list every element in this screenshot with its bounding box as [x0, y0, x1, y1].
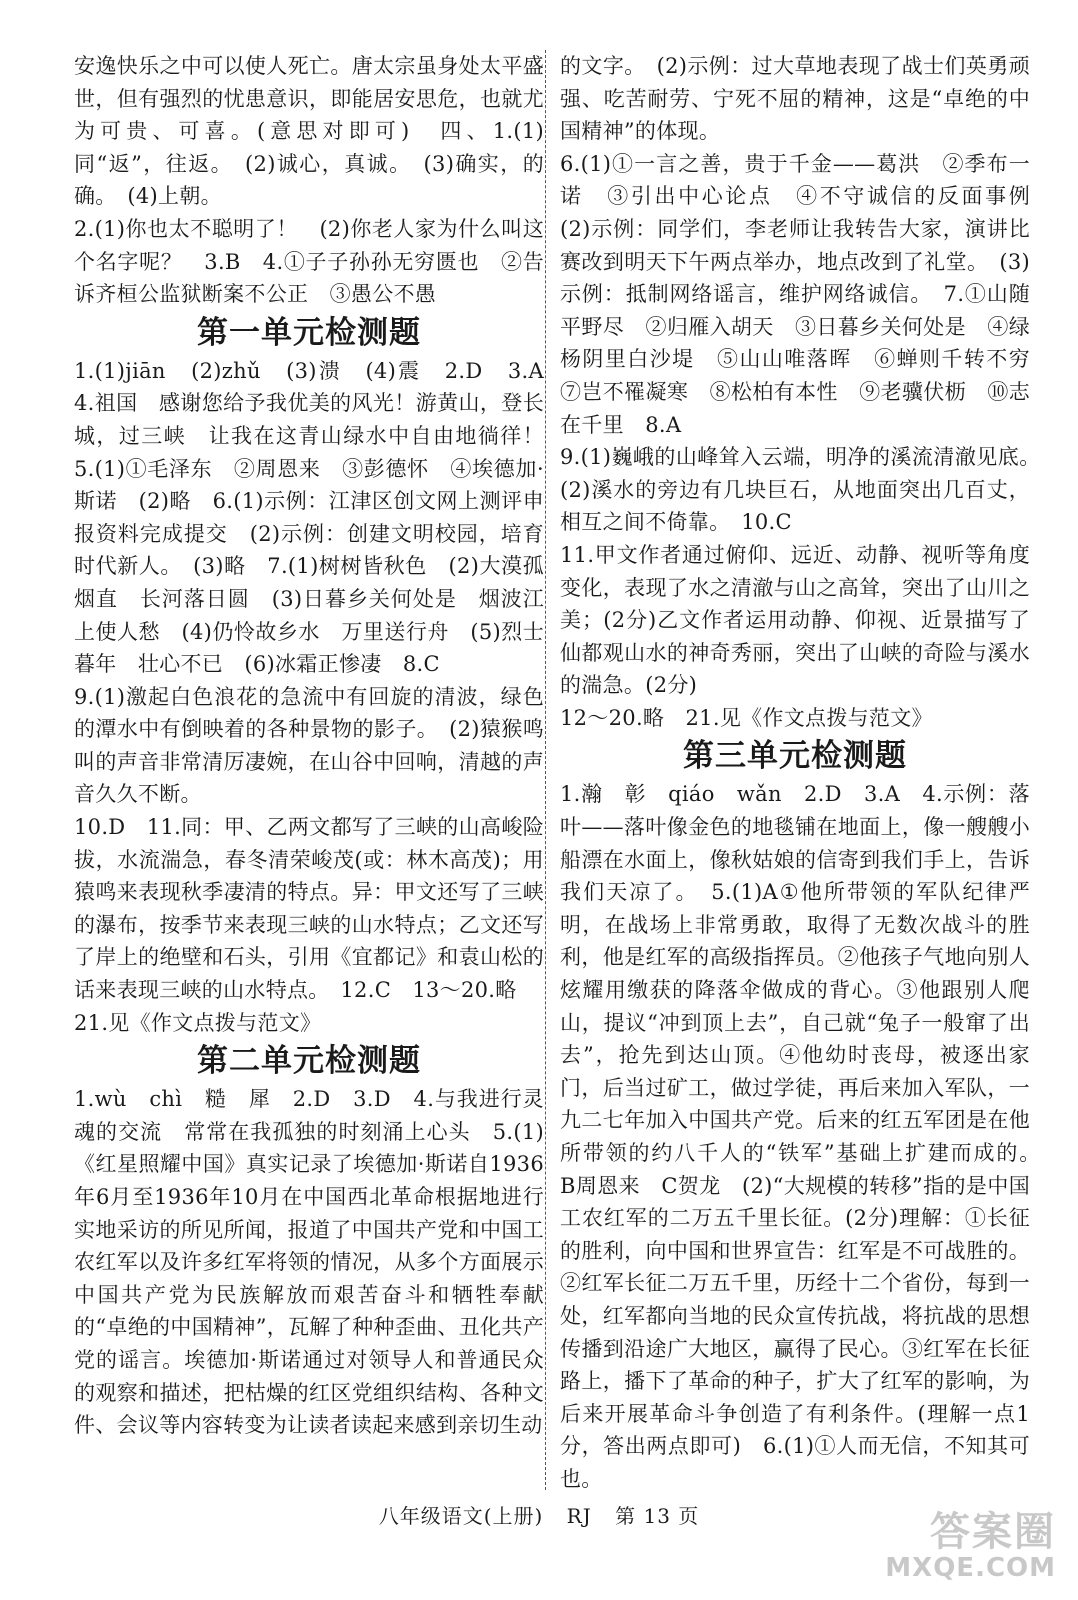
answer-paragraph: 10.D 11.同：甲、乙两文都写了三峡的山高峻险拔，水流湍急，春冬清荣峻茂(或：林木高茂)；用猿鸣来表现秋季凄清的特点。异：甲文还写了三峡的瀑布，按季节来表现三峡的山水特点；乙文还写了岸上的绝壁和石头，引用《宜都记》和袁山松的话来表现三峡的山水特点。 12.C 13～20.略: [74, 815, 544, 1003]
footer-edition: RJ: [566, 1504, 592, 1528]
unit3-title: 第三单元检测题: [683, 738, 907, 775]
watermark-url: MXQE.COM: [885, 1553, 1056, 1583]
left-column: [74, 50, 566, 1470]
answer-paragraph: 6.(1)①一言之善，贵于千金——葛洪 ②季布一诺 ③引出中心论点 ④不守诚信的反面事例 (2)示例：同学们，李老师让我转告大家，演讲比赛改到明天下午两点举办，地点改到了礼堂。 (3)示例：抵制网络谣言，维护网络诚信。 7.①山随平野尽 ②归雁入胡天 ③日暮乡关何处是 ④绿杨阴里白沙堤 ⑤山山唯落晖 ⑥蝉则千转不穷 ⑦岂不罹凝寒 ⑧松柏有本性 ⑨老骥伏枥 ⑩志在千里 8.A: [560, 151, 1052, 437]
watermark-logo: 答案圈: [930, 1509, 1056, 1555]
answer-paragraph: 9.(1)巍峨的山峰耸入云端，明净的溪流清澈见底。 (2)溪水的旁边有几块巨石，从地面突出几百丈，相互之间不倚靠。 10.C: [560, 445, 1052, 535]
answer-paragraph: 21.见《作文点拨与范文》: [74, 1010, 322, 1035]
watermark: [885, 1510, 1056, 1582]
answer-paragraph: 9.(1)激起白色浪花的急流中有回旋的清波，绿色的潭水中有倒映着的各种景物的影子。 (2)猿猴鸣叫的声音非常清厉凄婉，在山谷中回响，清越的声音久久不断。: [74, 684, 544, 807]
answer-paragraph: 安逸快乐之中可以使人死亡。唐太宗虽身处太平盛世，但有强烈的忧患意识，即能居安思危，也就尤为可贵、可喜。(意思对即可) 四、1.(1)同“返”，往返。 (2)诚心，真诚。 (3)确实，的确。 (4)上朝。: [74, 54, 544, 209]
answer-paragraph: 11.甲文作者通过俯仰、远近、动静、视听等角度变化，表现了水之清澈与山之高耸，突出了山川之美；(2分)乙文作者运用动静、仰视、近景描写了仙都观山水的神奇秀丽，突出了山峡的奇险与溪水的湍急。(2分): [560, 542, 1030, 698]
unit2-title: 第二单元检测题: [197, 1043, 421, 1080]
answer-paragraph: 1.瀚 彰 qiáo wǎn 2.D 3.A 4.示例：落叶——落叶像金色的地毯铺在地面上，像一艘艘小船漂在水面上，像秋姑娘的信寄到我们手上，告诉我们天凉了。 5.(1)A①他所带领的军队纪律严明，在战场上非常勇敢，取得了无数次战斗的胜利，他是红军的高级指挥员。②他孩子气地向别人炫耀用缴获的降落伞做成的背心。③他跟别人爬山，提议“冲到顶上去”，自己就“兔子一般窜了出去”，抢先到达山顶。④他幼时丧母，被逐出家门，后当过矿工，做过学徒，再后来加入军队，一九二七年加入中国共产党。后来的红五军团是在他所带领的约八千人的“铁军”基础上扩建而成的。 B周恩来 C贺龙 (2)“大规模的转移”指的是中国工农红军的二万五千里长征。(2分)理解：①长征的胜利，向中国和世界宣告：红军是不可战胜的。②红军长征二万五千里，历经十二个省份，每到一处，红军都向当地的民众宣传抗战，将抗战的思想传播到沿途广大地区，赢得了民心。③红军在长征路上，播下了革命的种子，扩大了红军的影响，为后来开展革命斗争创造了有利条件。(理解一点1分，答出两点即可) 6.(1)①人而无信，不知其可也。: [560, 782, 1052, 1491]
answer-paragraph: 1.wù chì 糙 犀 2.D 3.D 4.与我进行灵魂的交流 常常在我孤独的时刻涌上心头 5.(1)《红星照耀中国》真实记录了埃德加·斯诺自1936年6月至1936年10月在中国西北革命根据地进行实地采访的所见所闻，报道了中国共产党和中国工农红军以及许多红军将领的情况，从多个方面展示中国共产党为民族解放而艰苦奋斗和牺牲奉献的“卓绝的中国精神”，瓦解了种种歪曲、丑化共产党的谣言。埃德加·斯诺通过对领导人和普通民众的观察和描述，把枯燥的红区党组织结构、各种文件、会议等内容转变为让读者读起来感到亲切生动: [74, 1087, 544, 1438]
right-column: [560, 50, 1052, 1491]
answer-paragraph: 12～20.略 21.见《作文点拨与范文》: [560, 705, 933, 730]
column-divider: [545, 50, 546, 1490]
answer-paragraph: 的文字。 (2)示例：过大草地表现了战士们英勇顽强、吃苦耐劳、宁死不屈的精神，这是“卓绝的中国精神”的体现。: [560, 54, 1030, 144]
footer-page-number: 第 13 页: [615, 1504, 700, 1528]
answer-paragraph: 2.(1)你也太不聪明了！ (2)你老人家为什么叫这个名字呢？ 3.B 4.①子子孙孙无穷匮也 ②告诉齐桓公监狱断案不公正 ③愚公不愚: [74, 216, 544, 307]
footer-book: 八年级语文(上册): [378, 1504, 544, 1528]
unit1-title: 第一单元检测题: [197, 314, 421, 351]
answer-paragraph: 1.(1)jiān (2)zhǔ (3)溃 (4)震 2.D 3.A 4.祖国 感谢您给予我优美的风光！游黄山，登长城，过三峡 让我在这青山绿水中自由地徜徉！ 5.(1)①毛泽东 ②周恩来 ③彭德怀 ④埃德加·斯诺 (2)略 6.(1)示例：江津区创文网上测评申报资料完成提交 (2)示例：创建文明校园，培育时代新人。 (3)略 7.(1)树树皆秋色 (2)大漠孤烟直 长河落日圆 (3)日暮乡关何处是 烟波江上使人愁 (4)仍怜故乡水 万里送行舟 (5)烈士暮年 壮心不已 (6)冰霜正惨凄 8.C: [74, 358, 566, 677]
